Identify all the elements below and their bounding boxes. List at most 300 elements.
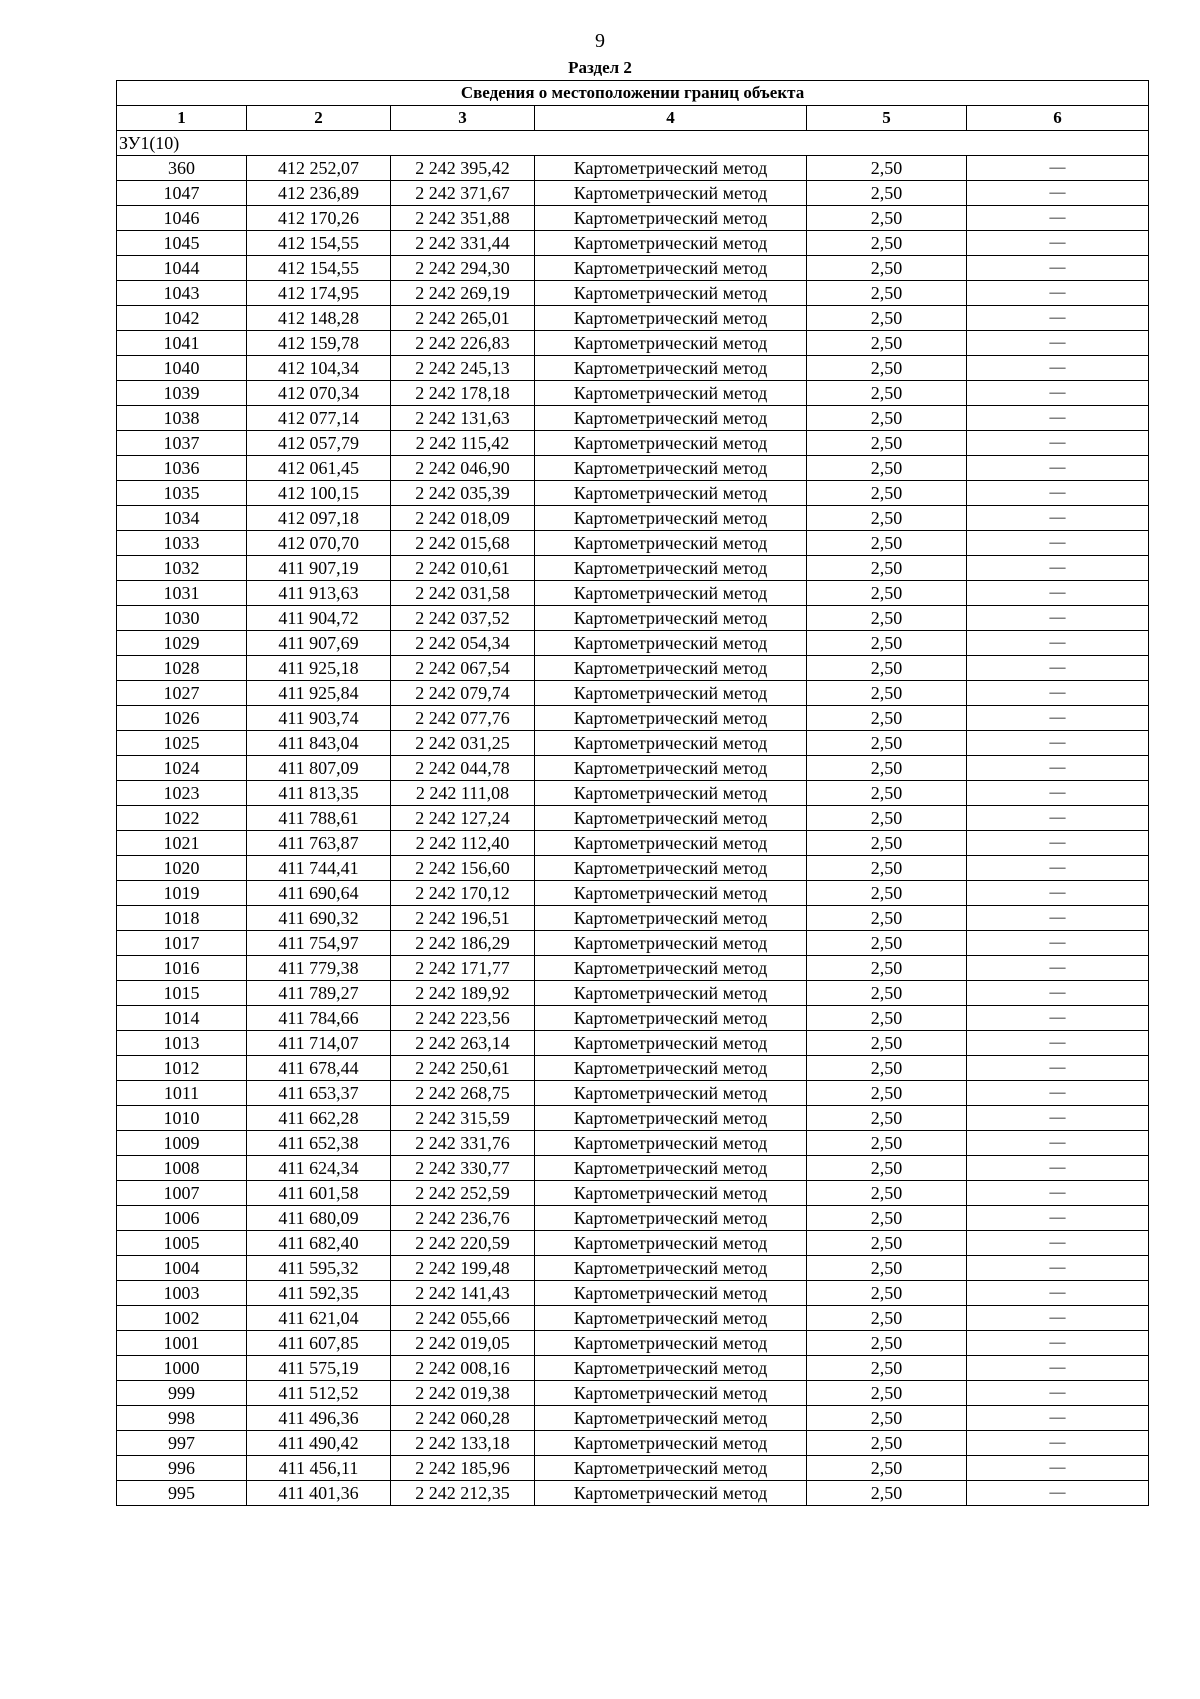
accuracy: 2,50 — [807, 506, 967, 531]
description: — — [967, 531, 1149, 556]
coordinate-y: 2 242 046,90 — [391, 456, 535, 481]
coordinate-x: 412 154,55 — [247, 231, 391, 256]
coordinate-y: 2 242 250,61 — [391, 1056, 535, 1081]
accuracy: 2,50 — [807, 1206, 967, 1231]
coordinate-y: 2 242 055,66 — [391, 1306, 535, 1331]
point-number: 1022 — [117, 806, 247, 831]
coordinate-x: 411 788,61 — [247, 806, 391, 831]
table-row — [117, 556, 1149, 581]
point-number: 1019 — [117, 881, 247, 906]
description: — — [967, 1431, 1149, 1456]
point-number: 1004 — [117, 1256, 247, 1281]
column-header: 2 — [247, 106, 391, 131]
description: — — [967, 856, 1149, 881]
accuracy: 2,50 — [807, 981, 967, 1006]
point-number: 1002 — [117, 1306, 247, 1331]
accuracy: 2,50 — [807, 956, 967, 981]
coordinate-x: 412 154,55 — [247, 256, 391, 281]
column-header: 4 — [535, 106, 807, 131]
table-row — [117, 1331, 1149, 1356]
coordinate-y: 2 242 189,92 — [391, 981, 535, 1006]
coordinate-y: 2 242 178,18 — [391, 381, 535, 406]
accuracy: 2,50 — [807, 156, 967, 181]
table-row — [117, 231, 1149, 256]
coordinate-y: 2 242 236,76 — [391, 1206, 535, 1231]
accuracy: 2,50 — [807, 556, 967, 581]
method: Картометрический метод — [535, 1181, 807, 1206]
description: — — [967, 931, 1149, 956]
coordinate-x: 412 057,79 — [247, 431, 391, 456]
point-number: 1021 — [117, 831, 247, 856]
point-number: 1029 — [117, 631, 247, 656]
coordinate-y: 2 242 263,14 — [391, 1031, 535, 1056]
method: Картометрический метод — [535, 956, 807, 981]
method: Картометрический метод — [535, 156, 807, 181]
table-row — [117, 1231, 1149, 1256]
coordinate-x: 411 490,42 — [247, 1431, 391, 1456]
coordinate-x: 412 252,07 — [247, 156, 391, 181]
accuracy: 2,50 — [807, 1306, 967, 1331]
point-number: 999 — [117, 1381, 247, 1406]
boundary-table — [116, 80, 1149, 1506]
table-row — [117, 831, 1149, 856]
table-caption: Сведения о местоположении границ объекта — [117, 81, 1149, 106]
coordinate-x: 411 575,19 — [247, 1356, 391, 1381]
coordinate-x: 412 097,18 — [247, 506, 391, 531]
point-number: 1036 — [117, 456, 247, 481]
point-number: 360 — [117, 156, 247, 181]
accuracy: 2,50 — [807, 281, 967, 306]
accuracy: 2,50 — [807, 881, 967, 906]
table-body — [117, 131, 1149, 1506]
coordinate-y: 2 242 212,35 — [391, 1481, 535, 1506]
method: Картометрический метод — [535, 1206, 807, 1231]
coordinate-x: 411 595,32 — [247, 1256, 391, 1281]
table-row — [117, 406, 1149, 431]
description: — — [967, 1306, 1149, 1331]
method: Картометрический метод — [535, 656, 807, 681]
method: Картометрический метод — [535, 1306, 807, 1331]
accuracy: 2,50 — [807, 581, 967, 606]
table-row — [117, 256, 1149, 281]
coordinate-y: 2 242 019,38 — [391, 1381, 535, 1406]
coordinate-x: 411 843,04 — [247, 731, 391, 756]
method: Картометрический метод — [535, 606, 807, 631]
description: — — [967, 756, 1149, 781]
point-number: 998 — [117, 1406, 247, 1431]
method: Картометрический метод — [535, 1481, 807, 1506]
table-row — [117, 356, 1149, 381]
column-header: 5 — [807, 106, 967, 131]
coordinate-y: 2 242 111,08 — [391, 781, 535, 806]
coordinate-y: 2 242 141,43 — [391, 1281, 535, 1306]
accuracy: 2,50 — [807, 606, 967, 631]
coordinate-x: 411 925,18 — [247, 656, 391, 681]
coordinate-x: 412 100,15 — [247, 481, 391, 506]
coordinate-x: 412 148,28 — [247, 306, 391, 331]
point-number: 1038 — [117, 406, 247, 431]
method: Картометрический метод — [535, 431, 807, 456]
method: Картометрический метод — [535, 456, 807, 481]
method: Картометрический метод — [535, 331, 807, 356]
method: Картометрический метод — [535, 1356, 807, 1381]
table-caption-row — [117, 81, 1149, 106]
coordinate-x: 411 904,72 — [247, 606, 391, 631]
point-number: 1000 — [117, 1356, 247, 1381]
accuracy: 2,50 — [807, 456, 967, 481]
method: Картометрический метод — [535, 581, 807, 606]
section-title: Раздел 2 — [568, 58, 632, 77]
table-row — [117, 1306, 1149, 1331]
method: Картометрический метод — [535, 281, 807, 306]
coordinate-y: 2 242 133,18 — [391, 1431, 535, 1456]
table-row — [117, 1006, 1149, 1031]
accuracy: 2,50 — [807, 181, 967, 206]
point-number: 1009 — [117, 1131, 247, 1156]
method: Картометрический метод — [535, 406, 807, 431]
point-number: 1033 — [117, 531, 247, 556]
coordinate-y: 2 242 245,13 — [391, 356, 535, 381]
description: — — [967, 781, 1149, 806]
table-row — [117, 956, 1149, 981]
accuracy: 2,50 — [807, 331, 967, 356]
description: — — [967, 181, 1149, 206]
description: — — [967, 381, 1149, 406]
method: Картометрический метод — [535, 206, 807, 231]
method: Картометрический метод — [535, 356, 807, 381]
point-number: 1035 — [117, 481, 247, 506]
coordinate-x: 411 601,58 — [247, 1181, 391, 1206]
description: — — [967, 706, 1149, 731]
coordinate-y: 2 242 315,59 — [391, 1106, 535, 1131]
coordinate-y: 2 242 294,30 — [391, 256, 535, 281]
description: — — [967, 1281, 1149, 1306]
point-number: 1041 — [117, 331, 247, 356]
coordinate-x: 412 174,95 — [247, 281, 391, 306]
table-row — [117, 906, 1149, 931]
coordinate-y: 2 242 351,88 — [391, 206, 535, 231]
description: — — [967, 1181, 1149, 1206]
method: Картометрический метод — [535, 1156, 807, 1181]
accuracy: 2,50 — [807, 806, 967, 831]
description: — — [967, 731, 1149, 756]
table-row — [117, 1106, 1149, 1131]
coordinate-x: 411 913,63 — [247, 581, 391, 606]
table-row — [117, 881, 1149, 906]
description: — — [967, 431, 1149, 456]
description: — — [967, 156, 1149, 181]
method: Картометрический метод — [535, 1431, 807, 1456]
point-number: 1010 — [117, 1106, 247, 1131]
table-row — [117, 1156, 1149, 1181]
accuracy: 2,50 — [807, 756, 967, 781]
column-header: 1 — [117, 106, 247, 131]
table-row — [117, 1256, 1149, 1281]
point-number: 1020 — [117, 856, 247, 881]
page-number: 9 — [595, 30, 605, 52]
accuracy: 2,50 — [807, 631, 967, 656]
point-number: 1012 — [117, 1056, 247, 1081]
description: — — [967, 231, 1149, 256]
description: — — [967, 1381, 1149, 1406]
point-number: 1043 — [117, 281, 247, 306]
accuracy: 2,50 — [807, 1256, 967, 1281]
point-number: 1037 — [117, 431, 247, 456]
coordinate-y: 2 242 015,68 — [391, 531, 535, 556]
method: Картометрический метод — [535, 931, 807, 956]
description: — — [967, 656, 1149, 681]
coordinate-y: 2 242 031,25 — [391, 731, 535, 756]
method: Картометрический метод — [535, 506, 807, 531]
coordinate-x: 412 070,34 — [247, 381, 391, 406]
coordinate-y: 2 242 196,51 — [391, 906, 535, 931]
method: Картометрический метод — [535, 681, 807, 706]
method: Картометрический метод — [535, 1406, 807, 1431]
group-label: ЗУ1(10) — [117, 131, 1149, 156]
table-row — [117, 656, 1149, 681]
table-row — [117, 506, 1149, 531]
table-row — [117, 331, 1149, 356]
method: Картометрический метод — [535, 1131, 807, 1156]
coordinate-y: 2 242 223,56 — [391, 1006, 535, 1031]
coordinate-x: 411 653,37 — [247, 1081, 391, 1106]
method: Картометрический метод — [535, 1031, 807, 1056]
coordinate-y: 2 242 060,28 — [391, 1406, 535, 1431]
point-number: 1024 — [117, 756, 247, 781]
coordinate-x: 411 621,04 — [247, 1306, 391, 1331]
table-row — [117, 681, 1149, 706]
accuracy: 2,50 — [807, 1006, 967, 1031]
point-number: 1040 — [117, 356, 247, 381]
method: Картометрический метод — [535, 1331, 807, 1356]
coordinate-y: 2 242 035,39 — [391, 481, 535, 506]
table-row — [117, 631, 1149, 656]
coordinate-x: 411 624,34 — [247, 1156, 391, 1181]
accuracy: 2,50 — [807, 1081, 967, 1106]
description: — — [967, 1006, 1149, 1031]
method: Картометрический метод — [535, 181, 807, 206]
accuracy: 2,50 — [807, 906, 967, 931]
method: Картометрический метод — [535, 1281, 807, 1306]
coordinate-x: 411 652,38 — [247, 1131, 391, 1156]
coordinate-x: 411 907,69 — [247, 631, 391, 656]
accuracy: 2,50 — [807, 1481, 967, 1506]
table-row — [117, 781, 1149, 806]
accuracy: 2,50 — [807, 731, 967, 756]
method: Картометрический метод — [535, 1056, 807, 1081]
accuracy: 2,50 — [807, 1281, 967, 1306]
method: Картометрический метод — [535, 556, 807, 581]
table-row — [117, 581, 1149, 606]
table-row — [117, 181, 1149, 206]
accuracy: 2,50 — [807, 381, 967, 406]
accuracy: 2,50 — [807, 1056, 967, 1081]
table-row — [117, 431, 1149, 456]
accuracy: 2,50 — [807, 206, 967, 231]
method: Картометрический метод — [535, 1081, 807, 1106]
method: Картометрический метод — [535, 731, 807, 756]
accuracy: 2,50 — [807, 406, 967, 431]
point-number: 1001 — [117, 1331, 247, 1356]
method: Картометрический метод — [535, 856, 807, 881]
coordinate-y: 2 242 156,60 — [391, 856, 535, 881]
coordinate-x: 411 690,32 — [247, 906, 391, 931]
method: Картометрический метод — [535, 306, 807, 331]
column-header: 3 — [391, 106, 535, 131]
point-number: 1030 — [117, 606, 247, 631]
coordinate-x: 411 682,40 — [247, 1231, 391, 1256]
accuracy: 2,50 — [807, 306, 967, 331]
coordinate-x: 411 607,85 — [247, 1331, 391, 1356]
point-number: 1028 — [117, 656, 247, 681]
coordinate-y: 2 242 112,40 — [391, 831, 535, 856]
table-row — [117, 756, 1149, 781]
method: Картометрический метод — [535, 631, 807, 656]
point-number: 1023 — [117, 781, 247, 806]
table-row — [117, 1481, 1149, 1506]
coordinate-y: 2 242 265,01 — [391, 306, 535, 331]
coordinate-y: 2 242 019,05 — [391, 1331, 535, 1356]
description: — — [967, 906, 1149, 931]
accuracy: 2,50 — [807, 1131, 967, 1156]
coordinate-y: 2 242 018,09 — [391, 506, 535, 531]
accuracy: 2,50 — [807, 706, 967, 731]
coordinate-x: 411 807,09 — [247, 756, 391, 781]
table-row — [117, 156, 1149, 181]
description: — — [967, 356, 1149, 381]
coordinate-y: 2 242 171,77 — [391, 956, 535, 981]
description: — — [967, 406, 1149, 431]
description: — — [967, 1056, 1149, 1081]
coordinate-x: 411 789,27 — [247, 981, 391, 1006]
coordinate-x: 411 754,97 — [247, 931, 391, 956]
table-row — [117, 1456, 1149, 1481]
accuracy: 2,50 — [807, 1431, 967, 1456]
coordinate-x: 412 159,78 — [247, 331, 391, 356]
accuracy: 2,50 — [807, 481, 967, 506]
description: — — [967, 1156, 1149, 1181]
table-row — [117, 456, 1149, 481]
accuracy: 2,50 — [807, 1031, 967, 1056]
coordinate-x: 411 907,19 — [247, 556, 391, 581]
point-number: 1027 — [117, 681, 247, 706]
coordinate-y: 2 242 331,44 — [391, 231, 535, 256]
coordinate-y: 2 242 395,42 — [391, 156, 535, 181]
method: Картометрический метод — [535, 1106, 807, 1131]
coordinate-x: 411 784,66 — [247, 1006, 391, 1031]
description: — — [967, 331, 1149, 356]
coordinate-y: 2 242 127,24 — [391, 806, 535, 831]
coordinate-y: 2 242 115,42 — [391, 431, 535, 456]
description: — — [967, 506, 1149, 531]
description: — — [967, 1031, 1149, 1056]
table-row — [117, 606, 1149, 631]
table-row — [117, 306, 1149, 331]
table-row — [117, 1356, 1149, 1381]
coordinate-x: 411 903,74 — [247, 706, 391, 731]
description: — — [967, 206, 1149, 231]
table-row — [117, 481, 1149, 506]
coordinate-y: 2 242 037,52 — [391, 606, 535, 631]
description: — — [967, 1256, 1149, 1281]
description: — — [967, 806, 1149, 831]
coordinate-y: 2 242 226,83 — [391, 331, 535, 356]
coordinate-y: 2 242 268,75 — [391, 1081, 535, 1106]
description: — — [967, 256, 1149, 281]
point-number: 1044 — [117, 256, 247, 281]
accuracy: 2,50 — [807, 1356, 967, 1381]
coordinate-x: 411 592,35 — [247, 1281, 391, 1306]
table-row — [117, 1206, 1149, 1231]
point-number: 1007 — [117, 1181, 247, 1206]
coordinate-x: 411 496,36 — [247, 1406, 391, 1431]
coordinate-y: 2 242 186,29 — [391, 931, 535, 956]
coordinate-y: 2 242 079,74 — [391, 681, 535, 706]
table-row — [117, 281, 1149, 306]
method: Картометрический метод — [535, 756, 807, 781]
table-row — [117, 1081, 1149, 1106]
coordinate-y: 2 242 131,63 — [391, 406, 535, 431]
coordinate-x: 411 401,36 — [247, 1481, 391, 1506]
coordinate-y: 2 242 044,78 — [391, 756, 535, 781]
coordinate-y: 2 242 008,16 — [391, 1356, 535, 1381]
coordinate-y: 2 242 031,58 — [391, 581, 535, 606]
coordinate-x: 411 763,87 — [247, 831, 391, 856]
method: Картометрический метод — [535, 231, 807, 256]
point-number: 1026 — [117, 706, 247, 731]
method: Картометрический метод — [535, 881, 807, 906]
description: — — [967, 981, 1149, 1006]
description: — — [967, 631, 1149, 656]
coordinate-x: 411 714,07 — [247, 1031, 391, 1056]
description: — — [967, 556, 1149, 581]
coordinate-x: 411 662,28 — [247, 1106, 391, 1131]
point-number: 1039 — [117, 381, 247, 406]
method: Картометрический метод — [535, 1256, 807, 1281]
accuracy: 2,50 — [807, 1406, 967, 1431]
coordinate-x: 411 744,41 — [247, 856, 391, 881]
point-number: 1015 — [117, 981, 247, 1006]
method: Картометрический метод — [535, 781, 807, 806]
description: — — [967, 881, 1149, 906]
coordinate-x: 411 925,84 — [247, 681, 391, 706]
accuracy: 2,50 — [807, 256, 967, 281]
coordinate-y: 2 242 185,96 — [391, 1456, 535, 1481]
point-number: 1016 — [117, 956, 247, 981]
table-row — [117, 1031, 1149, 1056]
method: Картометрический метод — [535, 531, 807, 556]
description: — — [967, 1081, 1149, 1106]
point-number: 997 — [117, 1431, 247, 1456]
coordinate-y: 2 242 331,76 — [391, 1131, 535, 1156]
description: — — [967, 281, 1149, 306]
table-row — [117, 1131, 1149, 1156]
accuracy: 2,50 — [807, 1156, 967, 1181]
description: — — [967, 1206, 1149, 1231]
description: — — [967, 1331, 1149, 1356]
coordinate-x: 412 104,34 — [247, 356, 391, 381]
point-number: 1011 — [117, 1081, 247, 1106]
accuracy: 2,50 — [807, 1381, 967, 1406]
coordinate-y: 2 242 330,77 — [391, 1156, 535, 1181]
method: Картометрический метод — [535, 1381, 807, 1406]
coordinate-y: 2 242 170,12 — [391, 881, 535, 906]
accuracy: 2,50 — [807, 1331, 967, 1356]
point-number: 996 — [117, 1456, 247, 1481]
coordinate-y: 2 242 269,19 — [391, 281, 535, 306]
table-row — [117, 981, 1149, 1006]
coordinate-x: 412 070,70 — [247, 531, 391, 556]
